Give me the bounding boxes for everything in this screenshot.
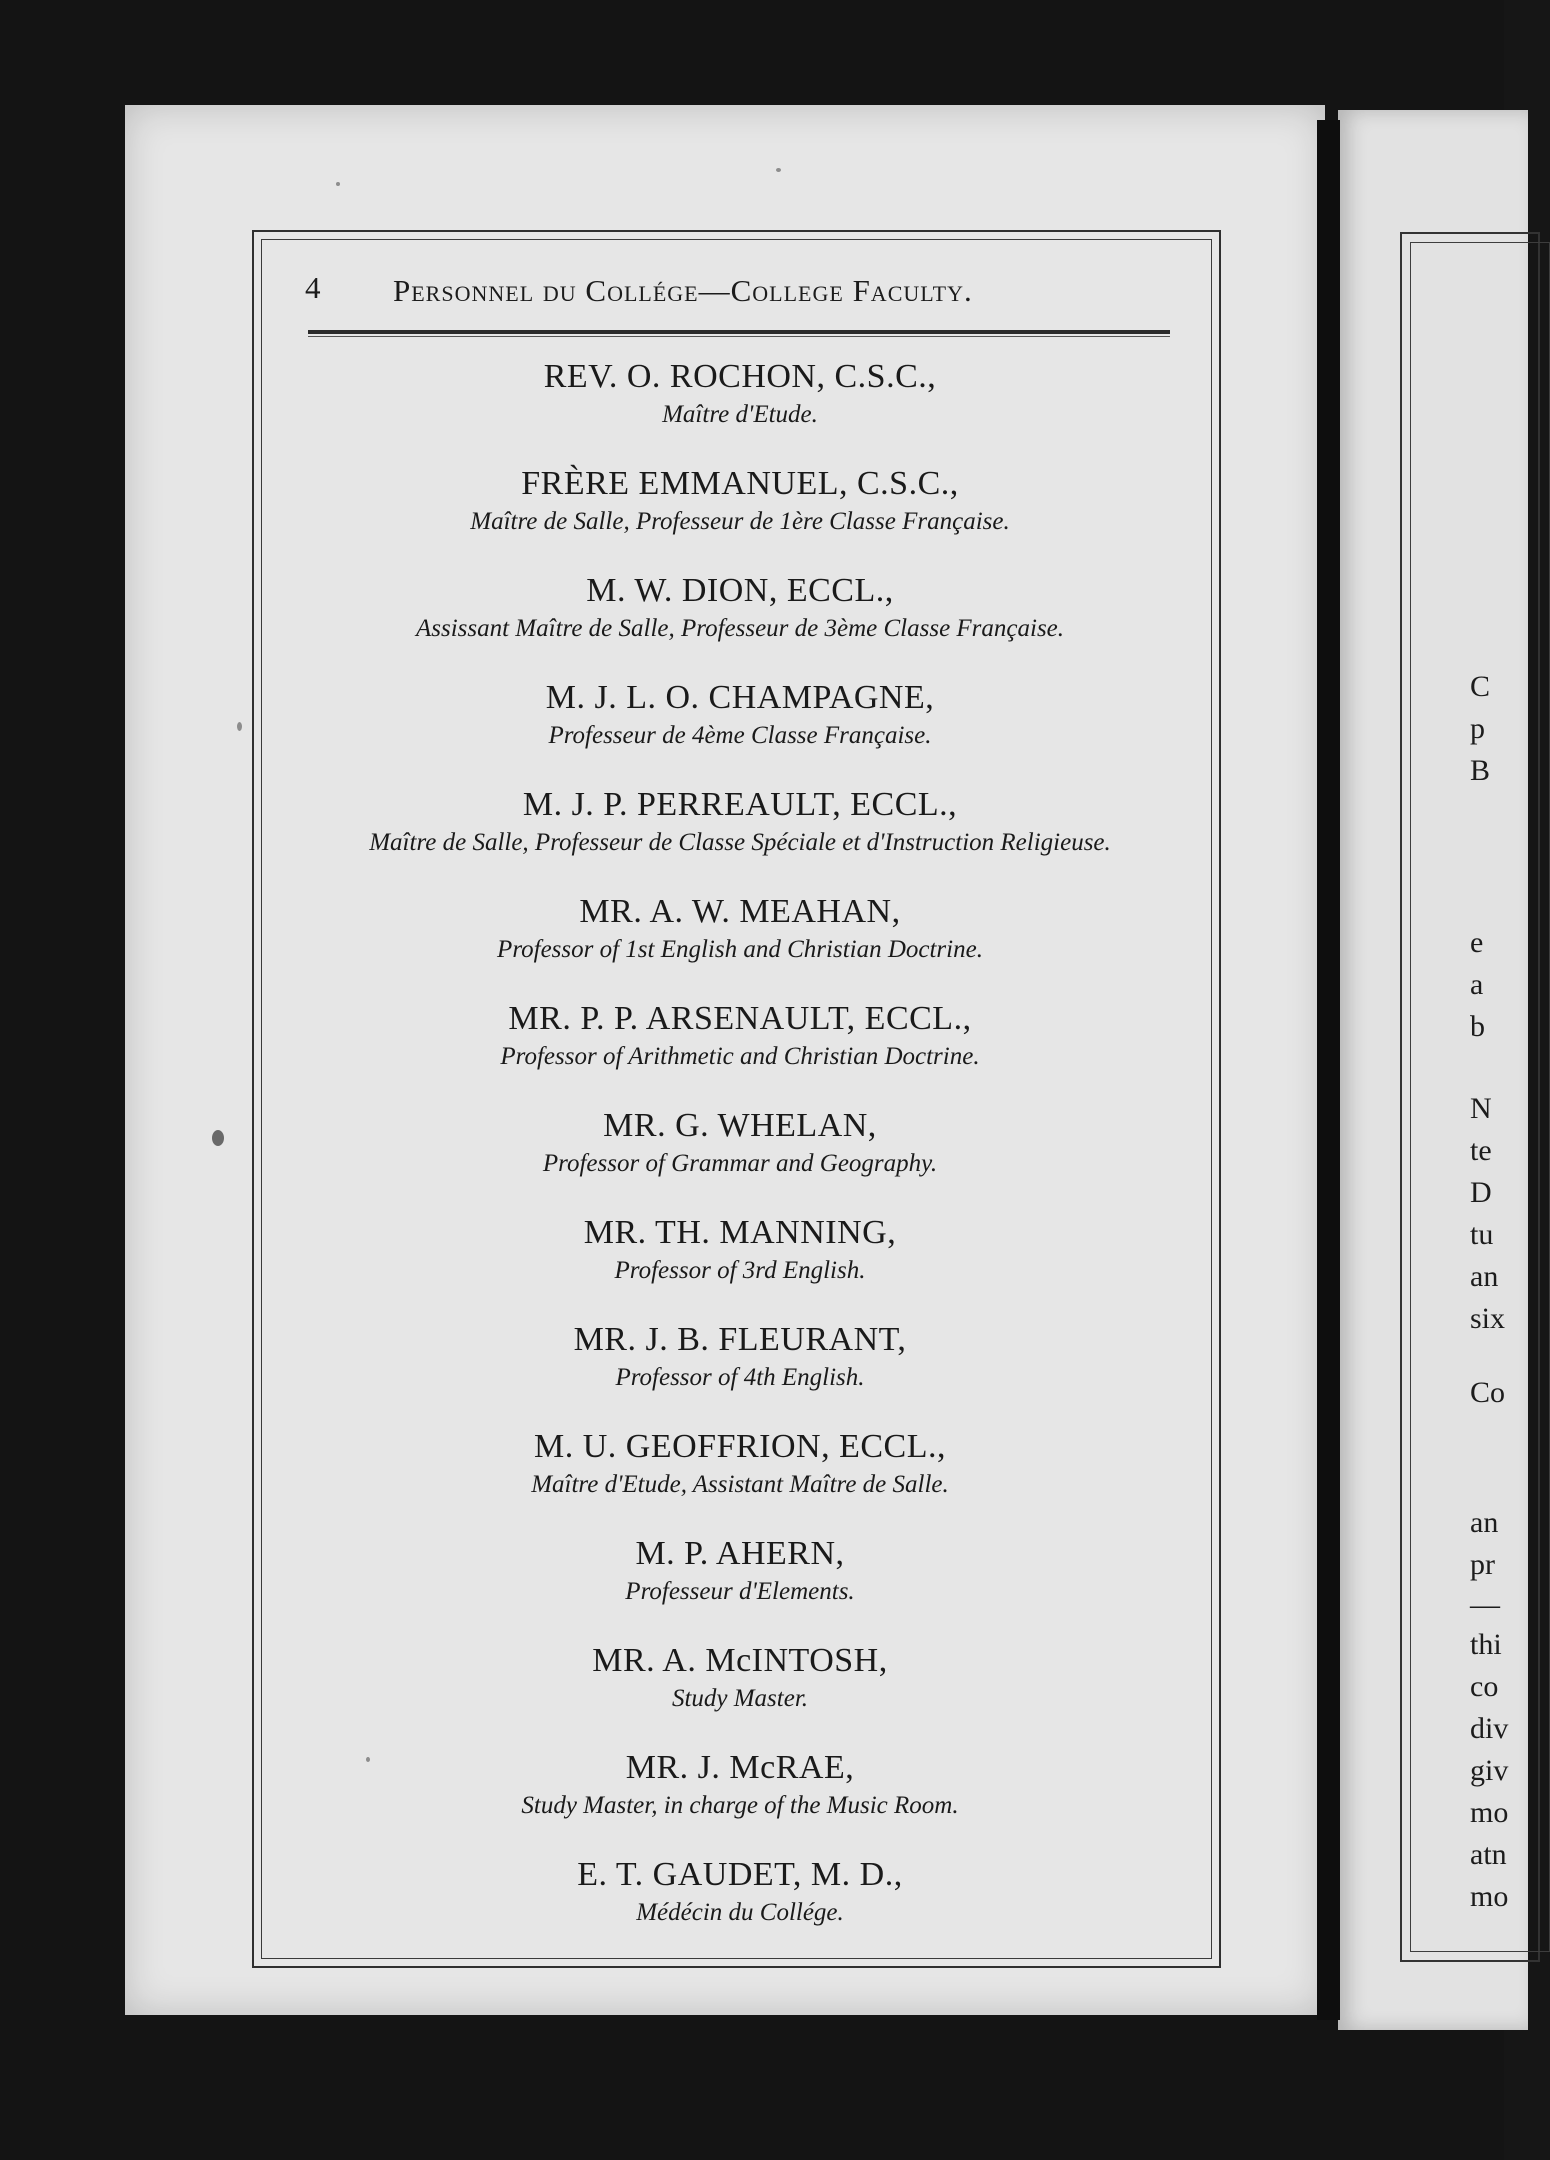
page-number: 4 [305, 270, 321, 305]
facing-page-fragment: tu [1470, 1218, 1494, 1251]
facing-page-fragment: e [1470, 926, 1484, 959]
faculty-entry [280, 999, 1200, 1073]
facing-page-fragment: te [1470, 1134, 1492, 1167]
faculty-name: FRÈRE EMMANUEL, C.S.C., [521, 465, 959, 502]
faculty-name: E. T. GAUDET, M. D., [577, 1856, 903, 1893]
faculty-name: M. U. GEOFFRION, ECCL., [534, 1428, 946, 1465]
facing-page-fragment: a [1470, 968, 1484, 1001]
facing-page-fragment: — [1470, 1588, 1500, 1621]
facing-page-fragment: C [1470, 670, 1491, 703]
facing-page-fragment: pr [1470, 1548, 1495, 1581]
faculty-entry [280, 1855, 1200, 1929]
facing-page-fragment: b [1470, 1010, 1485, 1043]
faculty-role: Study Master. [671, 1685, 809, 1712]
facing-page-fragment: Co [1470, 1376, 1506, 1409]
faculty-role: Maître de Salle, Professeur de Classe Spéciale et d'Instruction Religieuse. [369, 829, 1111, 856]
facing-page-fragment: mo [1470, 1796, 1509, 1829]
faculty-name: MR. A. W. MEAHAN, [579, 893, 901, 930]
faculty-role: Study Master, in charge of the Music Room. [521, 1792, 959, 1819]
faculty-role: Professor of Grammar and Geography. [542, 1150, 938, 1177]
faculty-entry [280, 678, 1200, 752]
running-title: Personnel du Collége—College Faculty. [393, 273, 973, 308]
faculty-role: Maître de Salle, Professeur de 1ère Classe Française. [470, 508, 1010, 535]
faculty-name: REV. O. ROCHON, C.S.C., [543, 358, 937, 395]
facing-page-fragment: thi [1470, 1628, 1502, 1661]
faculty-name: M. J. P. PERREAULT, ECCL., [522, 786, 958, 823]
faculty-name: MR. P. P. ARSENAULT, ECCL., [508, 1000, 972, 1037]
page-gutter [1317, 120, 1340, 2020]
faculty-role: Professor of 1st English and Christian Doctrine. [497, 936, 983, 963]
facing-page-fragment: giv [1470, 1754, 1509, 1787]
faculty-name: MR. G. WHELAN, [603, 1107, 877, 1144]
facing-page-fragment: six [1470, 1302, 1506, 1335]
faculty-entry [280, 357, 1200, 431]
faculty-role: Maître d'Etude. [662, 401, 818, 428]
faculty-name: M. W. DION, ECCL., [586, 572, 894, 609]
faculty-list [280, 0, 1200, 2160]
scan-speck [237, 722, 242, 731]
facing-page-fragment: B [1470, 754, 1491, 787]
faculty-entry [280, 464, 1200, 538]
faculty-entry [280, 892, 1200, 966]
scan-speck [212, 1130, 224, 1146]
facing-page-fragment: atn [1470, 1838, 1507, 1871]
faculty-entry [280, 1213, 1200, 1287]
facing-page-fragment: an [1470, 1260, 1499, 1293]
faculty-entry [280, 1748, 1200, 1822]
facing-page-fragment: div [1470, 1712, 1509, 1745]
faculty-entry [280, 1320, 1200, 1394]
faculty-name: MR. J. B. FLEURANT, [573, 1321, 907, 1358]
faculty-role: Professeur de 4ème Classe Française. [548, 722, 932, 749]
scan-speck [366, 1757, 370, 1762]
faculty-role: Maître d'Etude, Assistant Maître de Salle. [531, 1471, 949, 1498]
faculty-role: Professor of 3rd English. [614, 1257, 866, 1284]
faculty-entry [280, 571, 1200, 645]
faculty-entry [280, 1641, 1200, 1715]
facing-page-fragment: N [1470, 1092, 1492, 1125]
faculty-entry [280, 785, 1200, 859]
faculty-name: MR. J. McRAE, [625, 1749, 855, 1786]
faculty-entry [280, 1427, 1200, 1501]
faculty-role: Médécin du Collége. [636, 1899, 844, 1926]
faculty-name: M. J. L. O. CHAMPAGNE, [545, 679, 935, 716]
scan-speck [336, 182, 340, 186]
faculty-entry [280, 1534, 1200, 1608]
faculty-role: Professor of Arithmetic and Christian Doctrine. [500, 1043, 980, 1070]
faculty-name: M. P. AHERN, [635, 1535, 845, 1572]
facing-page-fragment: p [1470, 712, 1485, 745]
faculty-role: Professeur d'Elements. [625, 1578, 855, 1605]
facing-page-fragment: co [1470, 1670, 1499, 1703]
scan-speck [776, 168, 781, 172]
faculty-role: Professor of 4th English. [615, 1364, 865, 1391]
faculty-name: MR. TH. MANNING, [583, 1214, 897, 1251]
facing-page-fragment: D [1470, 1176, 1492, 1209]
faculty-role: Assissant Maître de Salle, Professeur de 3ème Classe Française. [415, 615, 1065, 642]
faculty-entry [280, 1106, 1200, 1180]
faculty-name: MR. A. McINTOSH, [592, 1642, 888, 1679]
facing-page-fragment: mo [1470, 1880, 1509, 1913]
facing-page-fragment: an [1470, 1506, 1499, 1539]
